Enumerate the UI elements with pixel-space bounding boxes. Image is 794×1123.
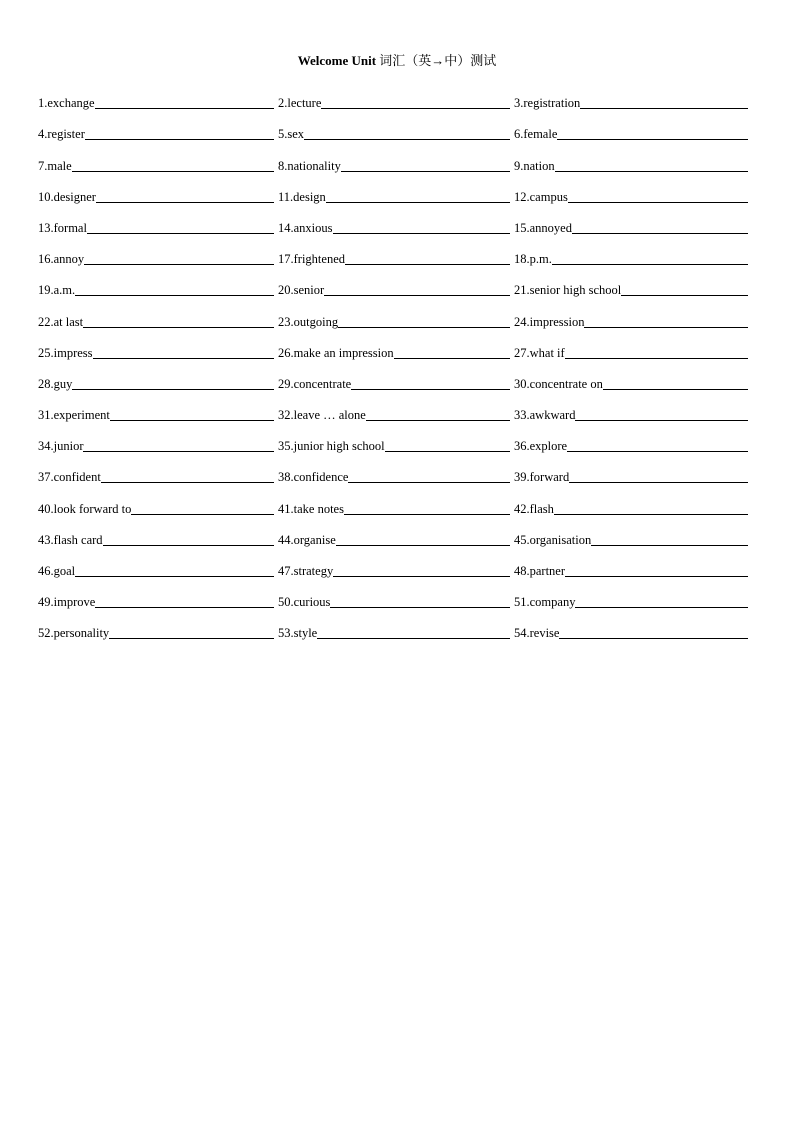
answer-blank[interactable] [304, 138, 510, 140]
answer-blank[interactable] [559, 637, 748, 639]
item-word: look forward to [53, 501, 132, 516]
vocabulary-item [278, 470, 514, 490]
vocabulary-row [38, 615, 748, 646]
title-chinese: 词汇（英→中）测试 [379, 53, 497, 68]
answer-blank[interactable] [330, 606, 510, 608]
answer-blank[interactable] [575, 419, 748, 421]
item-number: 4. [38, 127, 48, 142]
item-number: 42. [514, 501, 530, 516]
item-number: 7. [38, 158, 48, 173]
vocabulary-row [38, 522, 748, 553]
item-number: 46. [38, 564, 54, 578]
item-word: p.m. [529, 252, 552, 267]
item-word: outgoing [293, 314, 339, 329]
vocabulary-item [514, 595, 748, 615]
vocabulary-item [278, 283, 514, 303]
item-number: 51. [514, 595, 530, 610]
item-word: make an impression [293, 345, 394, 360]
item-number: 17. [278, 252, 294, 267]
answer-blank[interactable] [110, 419, 274, 421]
item-number: 24. [514, 314, 530, 329]
item-word: annoy [53, 252, 85, 267]
vocabulary-item [38, 127, 278, 147]
item-number: 16. [38, 252, 54, 267]
vocabulary-item [514, 502, 748, 522]
item-number: 50. [278, 595, 294, 610]
vocabulary-item [278, 595, 514, 615]
item-number: 32. [278, 408, 294, 423]
answer-blank[interactable] [567, 450, 748, 452]
item-number: 49. [38, 595, 54, 610]
item-number: 31. [38, 408, 54, 423]
vocabulary-item [38, 190, 278, 210]
item-word: forward [529, 470, 570, 485]
vocabulary-item [278, 626, 514, 646]
vocabulary-row [38, 584, 748, 615]
item-number: 26. [278, 345, 294, 360]
item-number: 21. [514, 283, 530, 298]
item-number: 34. [38, 439, 54, 454]
title-english: Welcome Unit [297, 53, 377, 68]
item-number: 33. [514, 408, 530, 423]
answer-blank[interactable] [385, 450, 510, 452]
item-word: campus [529, 189, 568, 204]
answer-blank[interactable] [326, 201, 510, 203]
vocabulary-item [514, 470, 748, 490]
item-word: flash [529, 501, 554, 516]
item-number: 45. [514, 532, 530, 547]
item-number: 6. [514, 127, 524, 142]
answer-blank[interactable] [555, 170, 748, 172]
answer-blank[interactable] [96, 201, 274, 203]
vocabulary-item [278, 533, 514, 553]
item-number: 41. [278, 501, 294, 516]
vocabulary-list [38, 85, 748, 646]
answer-blank[interactable] [344, 513, 510, 515]
vocabulary-item [514, 408, 748, 428]
item-word: confident [53, 470, 101, 485]
item-word: confidence [293, 470, 349, 485]
item-number: 10. [38, 189, 54, 204]
item-word: formal [53, 220, 87, 235]
item-word: a.m. [53, 283, 76, 298]
answer-blank[interactable] [554, 513, 748, 515]
vocabulary-item [514, 533, 748, 553]
item-word: awkward [529, 408, 576, 423]
answer-blank[interactable] [93, 357, 274, 359]
item-number: 38. [278, 470, 294, 485]
item-word: what if [529, 345, 565, 360]
answer-blank[interactable] [72, 388, 274, 390]
item-number: 2. [278, 96, 288, 111]
item-word: junior high school [293, 439, 385, 454]
answer-blank[interactable] [348, 481, 510, 483]
item-word: nation [523, 158, 555, 173]
item-number: 3. [514, 96, 524, 111]
answer-blank[interactable] [75, 294, 274, 296]
answer-blank[interactable] [83, 450, 274, 452]
item-number: 29. [278, 376, 294, 391]
answer-blank[interactable] [580, 107, 748, 109]
answer-blank[interactable] [603, 388, 748, 390]
vocabulary-row [38, 147, 748, 178]
item-word: revise [529, 626, 560, 641]
vocabulary-row [38, 241, 748, 272]
vocabulary-item [278, 502, 514, 522]
answer-blank[interactable] [87, 232, 274, 234]
item-number: 12. [514, 189, 530, 204]
vocabulary-item [514, 190, 748, 210]
vocabulary-row [38, 210, 748, 241]
vocabulary-item [514, 315, 748, 335]
answer-blank[interactable] [568, 201, 748, 203]
item-word: leave … alone [293, 408, 366, 423]
vocabulary-item [278, 96, 514, 116]
item-number: 37. [38, 470, 54, 485]
answer-blank[interactable] [575, 606, 748, 608]
vocabulary-item [38, 377, 278, 397]
answer-blank[interactable] [366, 419, 510, 421]
vocabulary-item [514, 221, 748, 241]
vocabulary-row [38, 272, 748, 303]
item-word: designer [53, 189, 96, 204]
item-word: registration [523, 96, 581, 111]
item-word: partner [529, 564, 566, 578]
vocabulary-row [38, 428, 748, 459]
item-word: junior [53, 439, 84, 454]
vocabulary-row [38, 335, 748, 366]
item-word: curious [293, 595, 331, 610]
answer-blank[interactable] [109, 637, 274, 639]
vocabulary-item [278, 408, 514, 428]
vocabulary-item [514, 96, 748, 116]
item-number: 48. [514, 564, 530, 578]
item-word: explore [529, 439, 568, 454]
item-number: 5. [278, 127, 288, 142]
vocabulary-item [278, 315, 514, 335]
vocabulary-item [278, 252, 514, 272]
item-word: design [293, 189, 326, 204]
vocabulary-item [278, 190, 514, 210]
item-number: 18. [514, 252, 530, 267]
item-word: concentrate [293, 376, 352, 391]
answer-blank[interactable] [321, 107, 510, 109]
item-word: female [523, 127, 558, 142]
vocabulary-item [38, 159, 278, 179]
answer-blank[interactable] [552, 263, 748, 265]
item-word: take notes [293, 501, 344, 516]
answer-blank[interactable] [95, 606, 274, 608]
item-word: experiment [53, 408, 110, 423]
answer-blank[interactable] [75, 575, 274, 577]
answer-blank[interactable] [131, 513, 274, 515]
item-word: concentrate on [529, 376, 603, 391]
item-number: 22. [38, 314, 54, 329]
answer-blank[interactable] [333, 232, 510, 234]
answer-blank[interactable] [394, 357, 510, 359]
answer-blank[interactable] [101, 481, 274, 483]
item-number: 44. [278, 532, 294, 547]
item-word: goal [53, 564, 76, 578]
vocabulary-item [278, 377, 514, 397]
answer-blank[interactable] [591, 544, 748, 546]
item-number: 54. [514, 626, 530, 641]
page-title [0, 50, 794, 69]
answer-blank[interactable] [72, 170, 274, 172]
answer-blank[interactable] [83, 326, 274, 328]
vocabulary-item [38, 221, 278, 241]
answer-blank[interactable] [338, 326, 510, 328]
item-word: exchange [47, 96, 95, 111]
answer-blank[interactable] [341, 170, 510, 172]
vocabulary-item [514, 626, 748, 646]
vocabulary-item [514, 127, 748, 147]
item-word: anxious [293, 220, 333, 235]
vocabulary-item [514, 283, 748, 303]
item-word: improve [53, 595, 96, 610]
answer-blank[interactable] [324, 294, 510, 296]
vocabulary-item [278, 221, 514, 241]
answer-blank[interactable] [621, 294, 748, 296]
vocabulary-item [278, 439, 514, 459]
item-number: 25. [38, 345, 54, 360]
item-word: organisation [529, 532, 592, 547]
item-number: 39. [514, 470, 530, 485]
item-word: company [529, 595, 576, 610]
vocabulary-item [38, 252, 278, 272]
answer-blank[interactable] [557, 138, 748, 140]
vocabulary-item [38, 96, 278, 116]
item-word: sex [287, 127, 305, 142]
vocabulary-row [38, 397, 748, 428]
vocabulary-item [38, 408, 278, 428]
item-number: 15. [514, 220, 530, 235]
vocabulary-row [38, 490, 748, 521]
vocabulary-item [38, 470, 278, 490]
vocabulary-row [38, 459, 748, 490]
item-word: senior [293, 283, 325, 298]
item-word: flash card [53, 532, 103, 547]
item-word: impress [53, 345, 93, 360]
item-number: 53. [278, 626, 294, 641]
vocabulary-item [514, 439, 748, 459]
vocabulary-item [38, 533, 278, 553]
item-word: strategy [293, 564, 334, 578]
vocabulary-item [514, 346, 748, 366]
item-word: frightened [293, 252, 345, 267]
item-word: organise [293, 532, 336, 547]
answer-blank[interactable] [103, 544, 274, 546]
item-number: 47. [278, 564, 294, 578]
item-word: impression [529, 314, 585, 329]
vocabulary-item [38, 283, 278, 303]
answer-blank[interactable] [84, 263, 274, 265]
answer-blank[interactable] [333, 575, 510, 577]
item-number: 43. [38, 532, 54, 547]
item-number: 20. [278, 283, 294, 298]
vocabulary-item [514, 564, 748, 584]
item-number: 23. [278, 314, 294, 329]
vocabulary-item [278, 346, 514, 366]
answer-blank[interactable] [345, 263, 510, 265]
item-word: nationality [287, 158, 341, 173]
item-number: 30. [514, 376, 530, 391]
item-word: senior high school [529, 283, 622, 298]
item-number: 40. [38, 501, 54, 516]
item-word: personality [53, 626, 110, 641]
item-number: 19. [38, 283, 54, 298]
vocabulary-item [38, 564, 278, 584]
item-word: male [47, 158, 72, 173]
vocabulary-row [38, 85, 748, 116]
item-word: register [47, 127, 85, 142]
item-number: 27. [514, 345, 530, 360]
vocabulary-item [38, 595, 278, 615]
vocabulary-item [38, 315, 278, 335]
vocabulary-item [38, 439, 278, 459]
vocabulary-item [514, 377, 748, 397]
vocabulary-item [514, 252, 748, 272]
item-number: 36. [514, 439, 530, 454]
vocabulary-item [38, 626, 278, 646]
answer-blank[interactable] [317, 637, 510, 639]
answer-blank[interactable] [569, 481, 748, 483]
answer-blank[interactable] [95, 107, 274, 109]
item-word: at last [53, 314, 84, 329]
vocabulary-item [278, 159, 514, 179]
item-number: 14. [278, 220, 294, 235]
item-word: guy [53, 376, 73, 391]
item-number: 1. [38, 96, 48, 111]
vocabulary-row [38, 116, 748, 147]
item-number: 28. [38, 376, 54, 391]
vocabulary-item [278, 127, 514, 147]
item-number: 35. [278, 439, 294, 454]
item-word: lecture [287, 96, 322, 111]
answer-blank[interactable] [565, 357, 748, 359]
vocabulary-row [38, 553, 748, 584]
answer-blank[interactable] [584, 326, 748, 328]
item-word: style [293, 626, 318, 641]
item-number: 8. [278, 158, 288, 173]
item-number: 52. [38, 626, 54, 641]
answer-blank[interactable] [565, 575, 748, 577]
vocabulary-item [514, 159, 748, 179]
item-word: annoyed [529, 220, 572, 235]
answer-blank[interactable] [572, 232, 748, 234]
vocabulary-row [38, 303, 748, 334]
vocabulary-item [38, 502, 278, 522]
vocabulary-item [278, 564, 514, 584]
answer-blank[interactable] [351, 388, 510, 390]
vocabulary-row [38, 179, 748, 210]
answer-blank[interactable] [85, 138, 274, 140]
item-number: 9. [514, 158, 524, 173]
vocabulary-row [38, 366, 748, 397]
item-number: 11. [278, 189, 294, 204]
item-number: 13. [38, 220, 54, 235]
vocabulary-item [38, 346, 278, 366]
answer-blank[interactable] [336, 544, 510, 546]
